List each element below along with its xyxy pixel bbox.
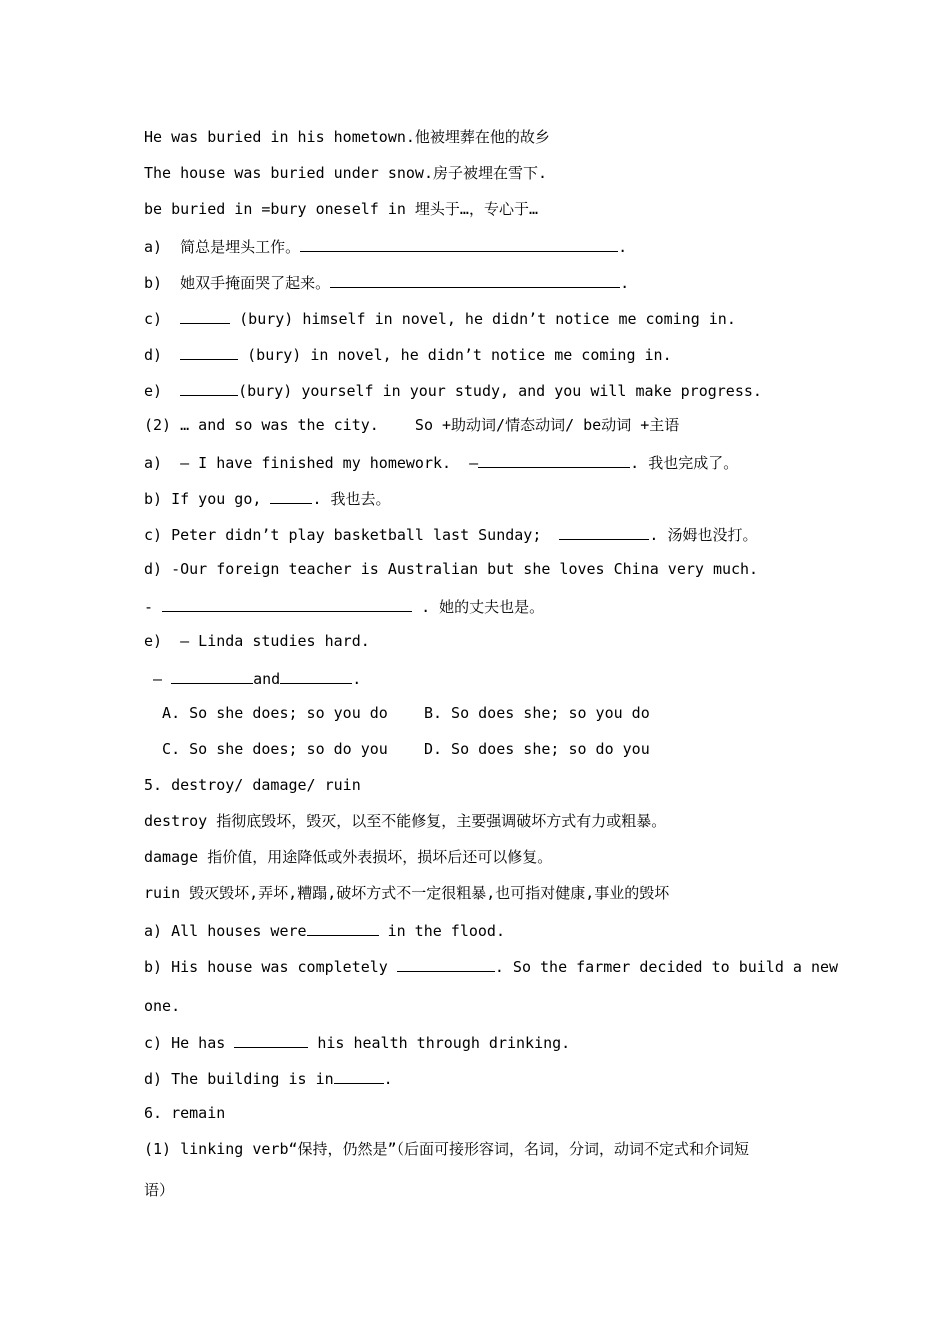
answer-blank[interactable] — [180, 307, 230, 324]
example-sentence: He was buried in his hometown.他被埋葬在他的故乡 — [144, 128, 550, 146]
exercise-line: b) His house was completely . So the farmer decided to build a new — [144, 955, 838, 977]
exercise-line: e) – Linda studies hard. — [144, 632, 370, 650]
exercise-line: e) (bury) yourself in your study, and you will make progress. — [144, 379, 762, 401]
answer-blank[interactable] — [397, 955, 495, 972]
example-sentence: The house was buried under snow.房子被埋在雪下. — [144, 164, 548, 182]
answer-blank[interactable] — [300, 235, 618, 252]
definition-note: ruin 毁灭毁坏,弄坏,糟蹋,破坏方式不一定很粗暴,也可指对健康,事业的毁坏 — [144, 884, 670, 902]
answer-blank[interactable] — [559, 523, 649, 540]
exercise-line: b) 她双手掩面哭了起来。 . — [144, 271, 629, 293]
answer-blank[interactable] — [270, 487, 312, 504]
phrase-note: be buried in =bury oneself in 埋头于…，专心于… — [144, 200, 538, 218]
exercise-line: a) All houses were in the flood. — [144, 919, 505, 941]
exercise-line: c) (bury) himself in novel, he didn’t notice me coming in. — [144, 307, 736, 329]
exercise-line: c) He has his health through drinking. — [144, 1031, 570, 1053]
exercise-line: – and . — [144, 667, 361, 689]
answer-blank[interactable] — [330, 271, 620, 288]
definition-note: (1) linking verb“保持，仍然是”（后面可接形容词，名词，分词，动词不定式和介词短 — [144, 1140, 750, 1158]
section-heading: (2) … and so was the city. So +助动词/情态动词/ be动词 +主语 — [144, 416, 680, 434]
exercise-line: d) (bury) in novel, he didn’t notice me coming in. — [144, 343, 672, 365]
exercise-line: a) – I have finished my homework. — . 我也完成了。 — [144, 451, 738, 473]
definition-note: 语） — [144, 1181, 175, 1199]
answer-blank[interactable] — [334, 1067, 384, 1084]
exercise-line: b) If you go, . 我也去。 — [144, 487, 391, 509]
exercise-line: one. — [144, 997, 181, 1015]
answer-blank[interactable] — [180, 379, 238, 396]
answer-blank[interactable] — [280, 667, 352, 684]
definition-note: damage 指价值，用途降低或外表损坏，损坏后还可以修复。 — [144, 848, 553, 866]
definition-note: destroy 指彻底毁坏，毁灭，以至不能修复，主要强调破坏方式有力或粗暴。 — [144, 812, 667, 830]
answer-blank[interactable] — [162, 595, 412, 612]
section-heading: 5. destroy/ damage/ ruin — [144, 776, 361, 794]
choice-options: A. So she does; so you do B. So does she; so you do — [144, 704, 650, 722]
exercise-line: d) -Our foreign teacher is Australian but she loves China very much. — [144, 560, 759, 578]
choice-options: C. So she does; so do you D. So does she; so do you — [144, 740, 650, 758]
exercise-line: - . 她的丈夫也是。 — [144, 595, 544, 617]
exercise-line: a) 简总是埋头工作。 . — [144, 235, 627, 257]
answer-blank[interactable] — [234, 1031, 308, 1048]
answer-blank[interactable] — [180, 343, 238, 360]
exercise-line: d) The building is in . — [144, 1067, 393, 1089]
answer-blank[interactable] — [171, 667, 253, 684]
answer-blank[interactable] — [307, 919, 379, 936]
answer-blank[interactable] — [478, 451, 630, 468]
exercise-line: c) Peter didn’t play basketball last Sunday; . 汤姆也没打。 — [144, 523, 757, 545]
section-heading: 6. remain — [144, 1104, 226, 1122]
